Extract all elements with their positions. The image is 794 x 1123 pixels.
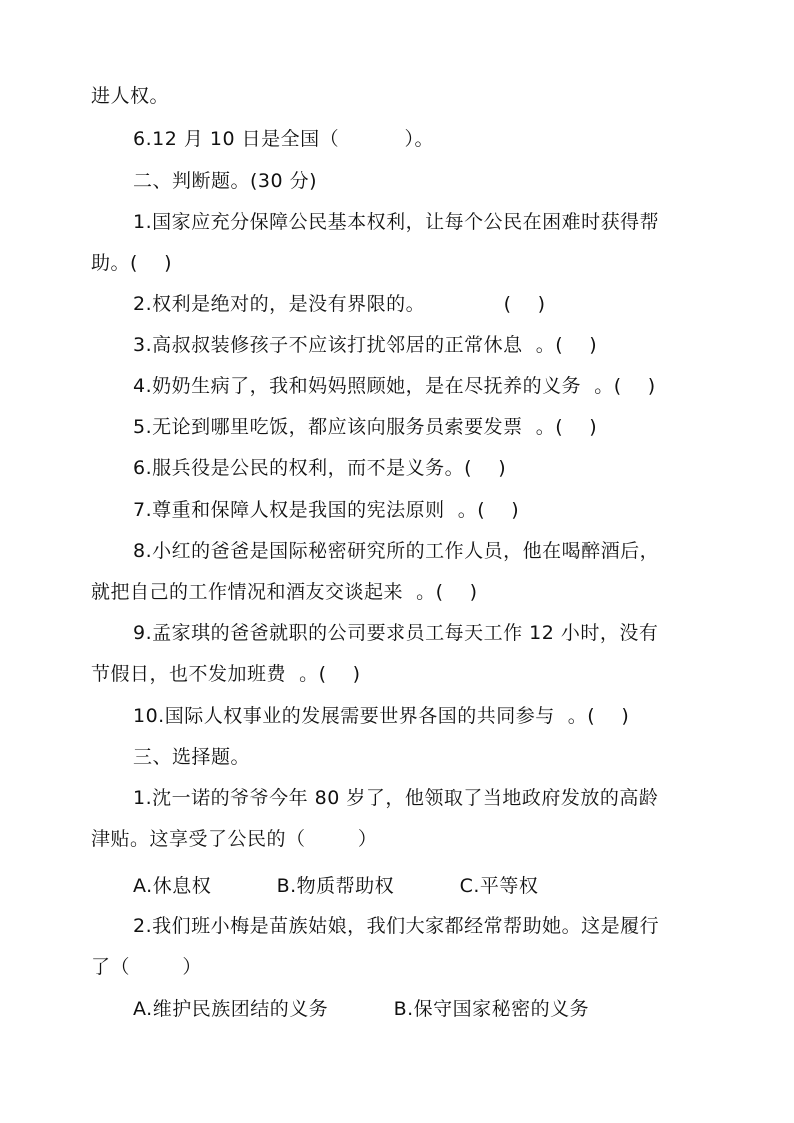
choice-question-1-cont: 津贴。这享受了公民的（ ） [91,828,378,850]
true-false-question-9-cont: 节假日，也不发加班费 。( ) [91,663,361,685]
choice-question-1: 1.沈一诺的爷爷今年 80 岁了，他领取了当地政府发放的高龄 [133,787,659,809]
section-heading-multiple-choice: 三、选择题。 [133,746,251,768]
true-false-question-6: 6.服兵役是公民的权利，而不是义务。( ) [133,457,507,479]
choice-question-1-options: A.休息权 B.物质帮助权 C.平等权 [133,875,539,897]
choice-question-2-cont: 了（ ） [91,956,202,978]
true-false-question-4: 4.奶奶生病了，我和妈妈照顾她，是在尽抚养的义务 。( ) [133,375,656,397]
true-false-question-9: 9.孟家琪的爸爸就职的公司要求员工每天工作 12 小时，没有 [133,622,659,644]
true-false-question-10: 10.国际人权事业的发展需要世界各国的共同参与 。( ) [133,705,630,727]
choice-question-2-options: A.维护民族团结的义务 B.保守国家秘密的义务 [133,998,590,1020]
true-false-question-3: 3.高叔叔装修孩子不应该打扰邻居的正常休息 。( ) [133,334,598,356]
true-false-question-2: 2.权利是绝对的，是没有界限的。 ( ) [133,293,546,315]
text-line-continuation: 进人权。 [91,85,170,107]
choice-question-2: 2.我们班小梅是苗族姑娘，我们大家都经常帮助她。这是履行 [133,915,660,937]
true-false-question-8: 8.小红的爸爸是国际秘密研究所的工作人员，他在喝醉酒后， [133,540,660,562]
true-false-question-1-cont: 助。( ) [91,252,172,274]
fill-blank-question-6: 6.12 月 10 日是全国（ ）。 [133,128,434,150]
section-heading-true-false: 二、判断题。(30 分) [133,170,318,192]
true-false-question-7: 7.尊重和保障人权是我国的宪法原则 。( ) [133,499,520,521]
true-false-question-1: 1.国家应充分保障公民基本权利，让每个公民在困难时获得帮 [133,211,660,233]
true-false-question-8-cont: 就把自己的工作情况和酒友交谈起来 。( ) [91,581,478,603]
true-false-question-5: 5.无论到哪里吃饭，都应该向服务员索要发票 。( ) [133,416,598,438]
